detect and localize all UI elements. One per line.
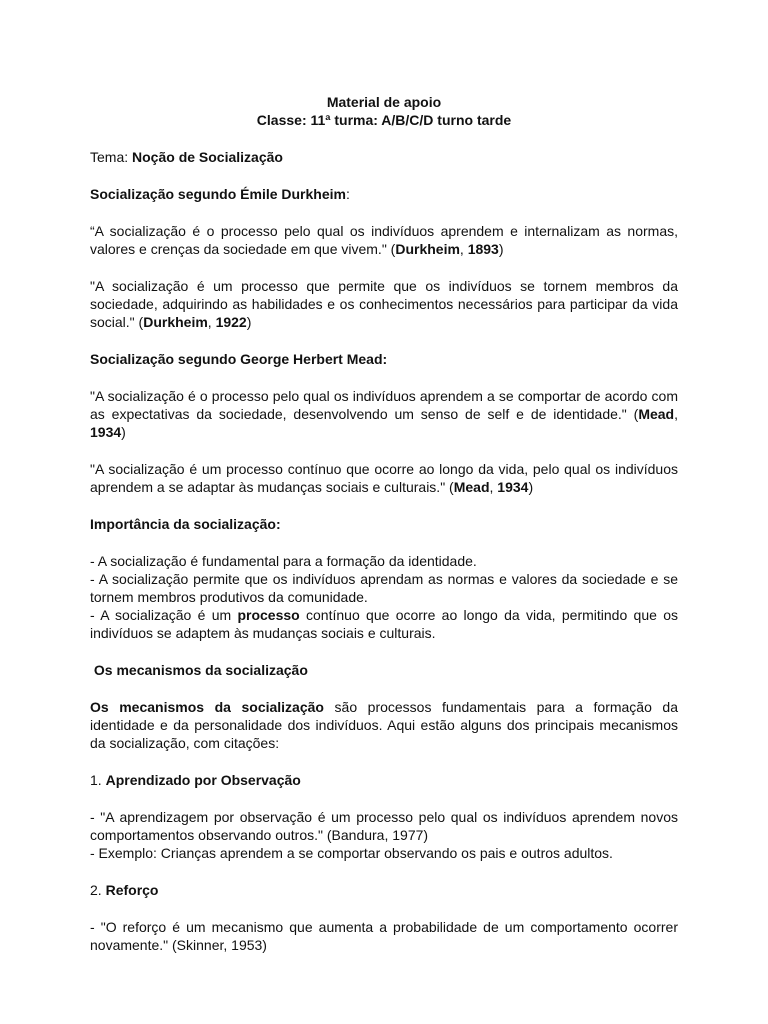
mead-quote-2-author: Mead [453,479,490,495]
importance-item-3-pre: - A socialização é um [90,607,238,623]
mead-quote-1-text: "A socialização é o processo pelo qual os indivíduos aprendem a se comportar de acordo com as expectativas da sociedade, desenvolvendo um senso de self e de identidade." ( [90,388,678,422]
mead-quote-2 [90,460,678,496]
durkheim-quote-2 [90,277,678,331]
mechanism-1-heading [90,771,678,789]
importance-heading [90,515,678,533]
mechanisms-intro-rest: são processos fundamentais para a formação da identidade e da personalidade dos indivíduos. Aqui estão alguns dos principais mecanismos da socialização, com citações: [90,699,678,751]
mead-quote-1 [90,387,678,441]
durkheim-quote-1-close: ) [498,241,504,257]
durkheim-quote-1-year: 1893 [467,241,499,257]
mechanisms-heading-text: Os mecanismos da socialização [90,662,308,678]
mead-heading-text: Socialização segundo George Herbert Mead: [90,351,388,367]
mead-quote-1-author: Mead [638,406,675,422]
mechanisms-intro [90,698,678,752]
mead-quote-1-close: ) [121,424,126,440]
mead-heading [90,350,678,368]
durkheim-heading-suffix: : [345,186,350,202]
mechanism-2-number: 2. [90,882,106,898]
durkheim-quote-1-sep: , [459,241,468,257]
mechanism-2-quote: - "O reforço é um mecanismo que aumenta a probabilidade de um comportamento ocorrer novamente." (Skinner, 1953) [90,919,678,953]
mechanism-2-heading [90,881,678,899]
durkheim-quote-1 [90,222,678,258]
durkheim-quote-2-close: ) [246,314,252,330]
durkheim-quote-1-text: “A socialização é o processo pelo qual os indivíduos aprendem e internalizam as normas, valores e crenças da sociedade em que vivem." ( [90,223,678,257]
durkheim-heading [90,185,678,203]
theme-label: Tema: [90,149,133,165]
theme-line [90,148,678,166]
mechanism-1-quote: - "A aprendizagem por observação é um processo pelo qual os indivíduos aprendem novos comportamentos observando outros." (Bandura, 1977) [90,809,678,843]
mechanism-1-example: - Exemplo: Crianças aprendem a se comportar observando os pais e outros adultos. [90,845,613,861]
mead-quote-1-sep: , [674,406,678,422]
mechanisms-intro-bold: Os mecanismos da socialização [90,699,324,715]
mead-quote-2-year: 1934 [497,479,529,495]
importance-item-3 [90,606,678,642]
importance-item-2: - A socialização permite que os indivíduos aprendam as normas e valores da sociedade e se tornem membros produtivos da comunidade. [90,571,678,605]
class-line: Classe: 11ª turma: A/B/C/D turno tarde [256,112,512,128]
durkheim-heading-text: Socialização segundo Émile Durkheim [90,186,346,202]
durkheim-quote-2-year: 1922 [215,314,247,330]
durkheim-quote-2-text: "A socialização é um processo que permite que os indivíduos se tornem membros da sociedade, adquirindo as habilidades e os conhecimentos necessários para participar da vida social." ( [90,278,678,330]
mead-quote-2-close: ) [528,479,534,495]
mechanism-1-number: 1. [90,772,106,788]
mechanism-1-title: Aprendizado por Observação [105,772,301,788]
mechanism-2-title: Reforço [105,882,159,898]
mechanisms-heading [90,661,678,679]
durkheim-quote-1-author: Durkheim [395,241,460,257]
mead-quote-2-text: "A socialização é um processo contínuo que ocorre ao longo da vida, pelo qual os indivíduos aprendem a se adaptar às mudanças sociais e culturais." ( [90,461,678,495]
document-title: Material de apoio [326,94,442,110]
durkheim-quote-2-author: Durkheim [143,314,208,330]
importance-item-3-bold: processo [237,607,300,623]
importance-item-3-post: contínuo que ocorre ao longo da vida, permitindo que os indivíduos se adaptem às mudanças sociais e culturais. [90,607,678,641]
importance-item-1: - A socialização é fundamental para a formação da identidade. [90,553,477,569]
theme-value: Noção de Socialização [132,149,283,165]
durkheim-quote-2-sep: , [207,314,216,330]
importance-heading-text: Importância da socialização: [90,516,281,532]
mead-quote-2-sep: , [489,479,498,495]
mead-quote-1-year: 1934 [90,424,122,440]
